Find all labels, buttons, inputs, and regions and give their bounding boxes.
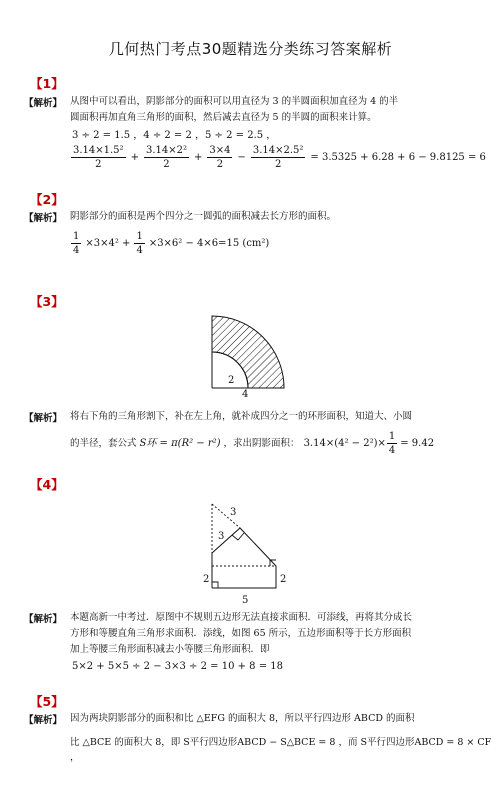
q4-line-1: 本题高新一中考过．原图中不规则五边形无法直接求面积．可添线，再将其分成长	[70, 612, 413, 623]
q5-line-2: 比 △BCE 的面积大 8，即 S平行四边形ABCD − S△BCE = 8 ，而 S平行四边形ABCD = 8 × CF ，	[70, 737, 492, 763]
page-title: 几何热门考点30题精选分类练习答案解析	[108, 40, 393, 58]
section-label-5: 【5】	[30, 694, 64, 709]
analysis-tag-5: 【解析】	[24, 715, 63, 726]
q1-formula: $\frac{\text{3.14×1.5²}}{2}$ + $\frac{\text{3.14×2²}}{2}$ + $\frac{3\times 4}{2}$ − $\frac{\text{3.14×2.5²}}{2}$ = 3.5325 + 6.28 + 6 − 9.8125 = 6	[73, 145, 486, 170]
q3-line-2: 的半径，套公式 S环 = π(R² − r²) ，求出阴影面积： 3.14×(4² − 2²)× $\frac{1}{4}$ = 9.42	[70, 431, 435, 456]
analysis-tag-3: 【解析】	[24, 413, 63, 424]
analysis-tag-1: 【解析】	[24, 98, 63, 109]
q3-fig-inner-radius: 2	[228, 375, 235, 386]
section-label-2: 【2】	[30, 192, 64, 207]
q1-line-3: 3 ÷ 2 = 1.5 ，4 ÷ 2 = 2 ，5 ÷ 2 = 2.5 ，	[72, 130, 277, 141]
q1-line-2: 圆面积再加直角三角形的面积，然后减去直径为 5 的半圆的面积来计算。	[70, 112, 377, 123]
q4-line-3: 加上等腰三角形面积减去小等腰三角形面积．即	[70, 644, 270, 655]
analysis-tag-4: 【解析】	[24, 614, 63, 625]
q4-line-2: 方形和等腰直角三角形求面积．添线，如图 65 所示，五边形面积等于长方形面积	[70, 628, 412, 639]
q4-fig-left-length: 2	[203, 574, 210, 585]
q2-formula: $\frac{1}{4}$ ×3×4² + $\frac{1}{4}$ ×3×6² − 4×6=15 (cm²)	[73, 231, 270, 256]
section-label-3: 【3】	[30, 294, 64, 309]
q4-fig-top-length: 3	[230, 507, 237, 518]
q4-fig-mid-length: 3	[218, 531, 225, 542]
section-label-1: 【1】	[30, 76, 64, 91]
q1-frac-3: $\frac{3\times 4}{2}$	[209, 145, 231, 170]
q4-line-4: 5×2 + 5×5 ÷ 2 − 3×3 ÷ 2 = 10 + 8 = 18	[72, 661, 284, 672]
q1-frac-4: $\frac{\text{3.14×2.5²}}{2}$	[252, 145, 304, 170]
pentagon-figure	[196, 496, 296, 604]
q1-line-1: 从图中可以看出，阴影部分的面积可以用直径为 3 的半圆面积加直径为 4 的半	[70, 96, 399, 107]
analysis-tag-2: 【解析】	[24, 213, 63, 224]
q3-fig-outer-radius: 4	[242, 389, 249, 400]
q4-fig-right-length: 2	[280, 574, 287, 585]
q1-frac-2: $\frac{\text{3.14×2²}}{2}$	[145, 145, 187, 170]
section-label-4: 【4】	[30, 477, 64, 492]
q5-line-1: 因为两块阴影部分的面积和比 △EFG 的面积大 8，所以平行四边形 ABCD 的面积	[70, 713, 415, 724]
q3-line-1: 将右下角的三角形割下，补在左上角，就补成四分之一的环形面积，知道大、小圆	[70, 411, 413, 422]
q4-fig-bottom-length: 5	[242, 595, 249, 606]
q2-line-1: 阴影部分的面积是两个四分之一圆弧的面积减去长方形的面积。	[70, 211, 337, 222]
q1-frac-1: $\frac{\text{3.14×1.5²}}{2}$	[73, 145, 124, 170]
